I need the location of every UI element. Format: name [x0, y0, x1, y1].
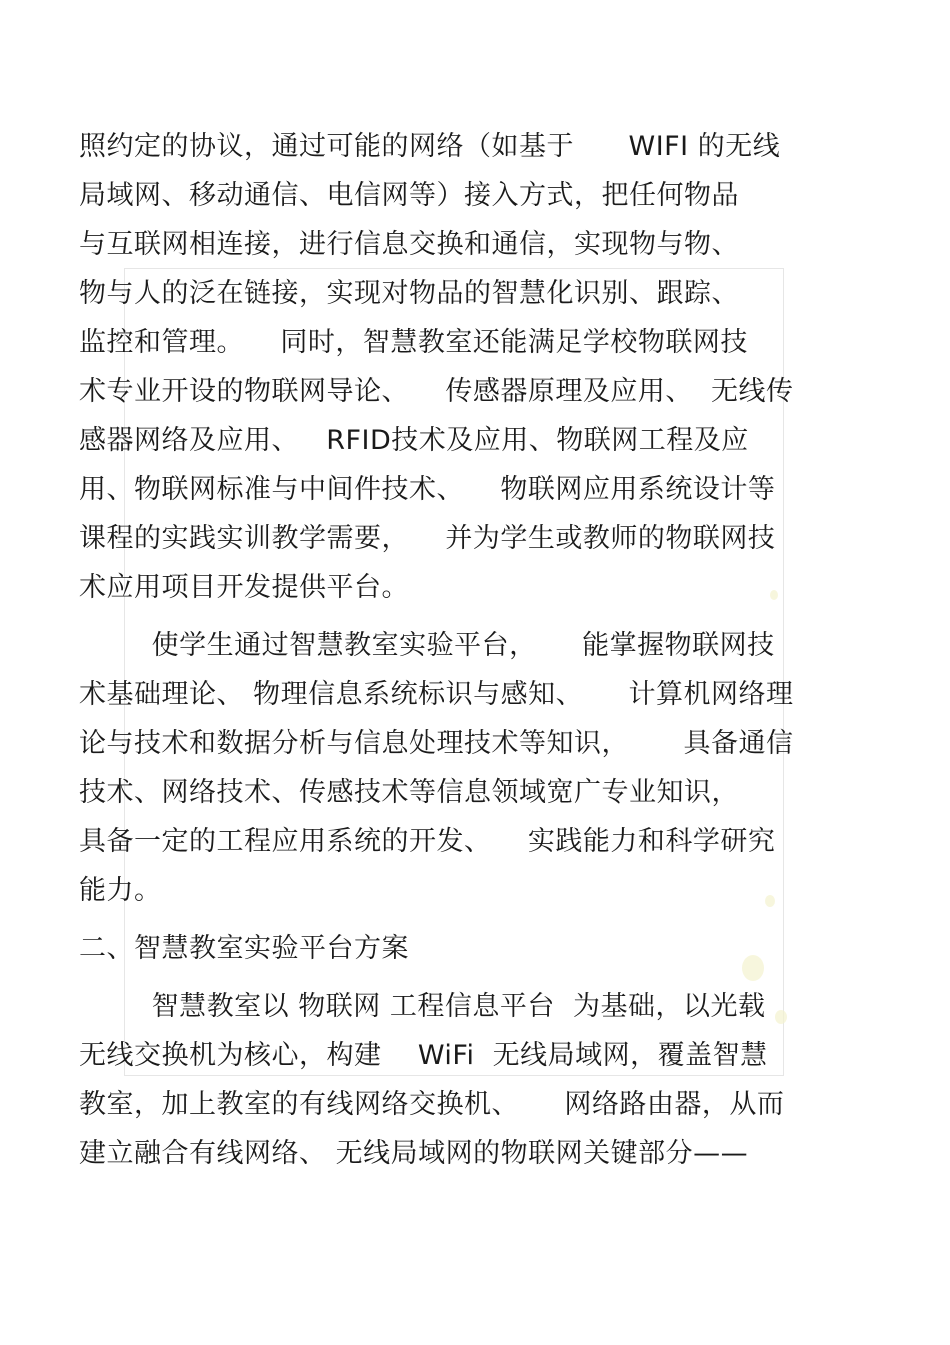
paragraph-gap — [79, 612, 839, 621]
text-line: 能力。 — [79, 875, 162, 906]
text-line: 与互联网相连接，进行信息交换和通信，实现物与物、 — [79, 229, 739, 260]
document-body — [79, 122, 839, 1178]
text-line: 建立融合有线网络、 无线局域网的物联网关键部分—— — [79, 1138, 749, 1169]
text-line: 教室，加上教室的有线网络交换机、 网络路由器，从而 — [79, 1089, 785, 1120]
text-line: 智慧教室以 物联网 工程信息平台 为基础，以光载 — [79, 991, 766, 1022]
paragraph-gap — [79, 915, 839, 924]
text-line: 局域网、移动通信、电信网等）接入方式，把任何物品 — [79, 180, 739, 211]
text-line: 技术、网络技术、传感技术等信息领域宽广专业知识， — [79, 777, 739, 808]
text-line: 监控和管理。 同时，智慧教室还能满足学校物联网技 — [79, 327, 748, 358]
text-line: 使学生通过智慧教室实验平台， 能掌握物联网技 — [79, 630, 775, 661]
paragraph-2 — [79, 621, 839, 915]
paragraph-3 — [79, 982, 839, 1178]
text-line: 术专业开设的物联网导论、 传感器原理及应用、 无线传 — [79, 376, 794, 407]
section-heading: 二、智慧教室实验平台方案 — [79, 933, 409, 964]
paragraph-gap — [79, 973, 839, 982]
text-line: 论与技术和数据分析与信息处理技术等知识， 具备通信 — [79, 728, 794, 759]
text-line: 照约定的协议，通过可能的网络（如基于 WIFI 的无线 — [79, 131, 781, 162]
text-line: 术基础理论、 物理信息系统标识与感知、 计算机网络理 — [79, 679, 794, 710]
text-line: 用、物联网标准与中间件技术、 物联网应用系统设计等 — [79, 474, 776, 505]
text-line: 课程的实践实训教学需要， 并为学生或教师的物联网技 — [79, 523, 776, 554]
text-line: 感器网络及应用、 RFID技术及应用、物联网工程及应 — [79, 425, 749, 456]
text-line: 术应用项目开发提供平台。 — [79, 572, 409, 603]
text-line: 物与人的泛在链接，实现对物品的智慧化识别、跟踪、 — [79, 278, 739, 309]
text-line: 无线交换机为核心，构建 WiFi 无线局域网，覆盖智慧 — [79, 1040, 768, 1071]
paragraph-1 — [79, 122, 839, 612]
text-line: 具备一定的工程应用系统的开发、 实践能力和科学研究 — [79, 826, 776, 857]
